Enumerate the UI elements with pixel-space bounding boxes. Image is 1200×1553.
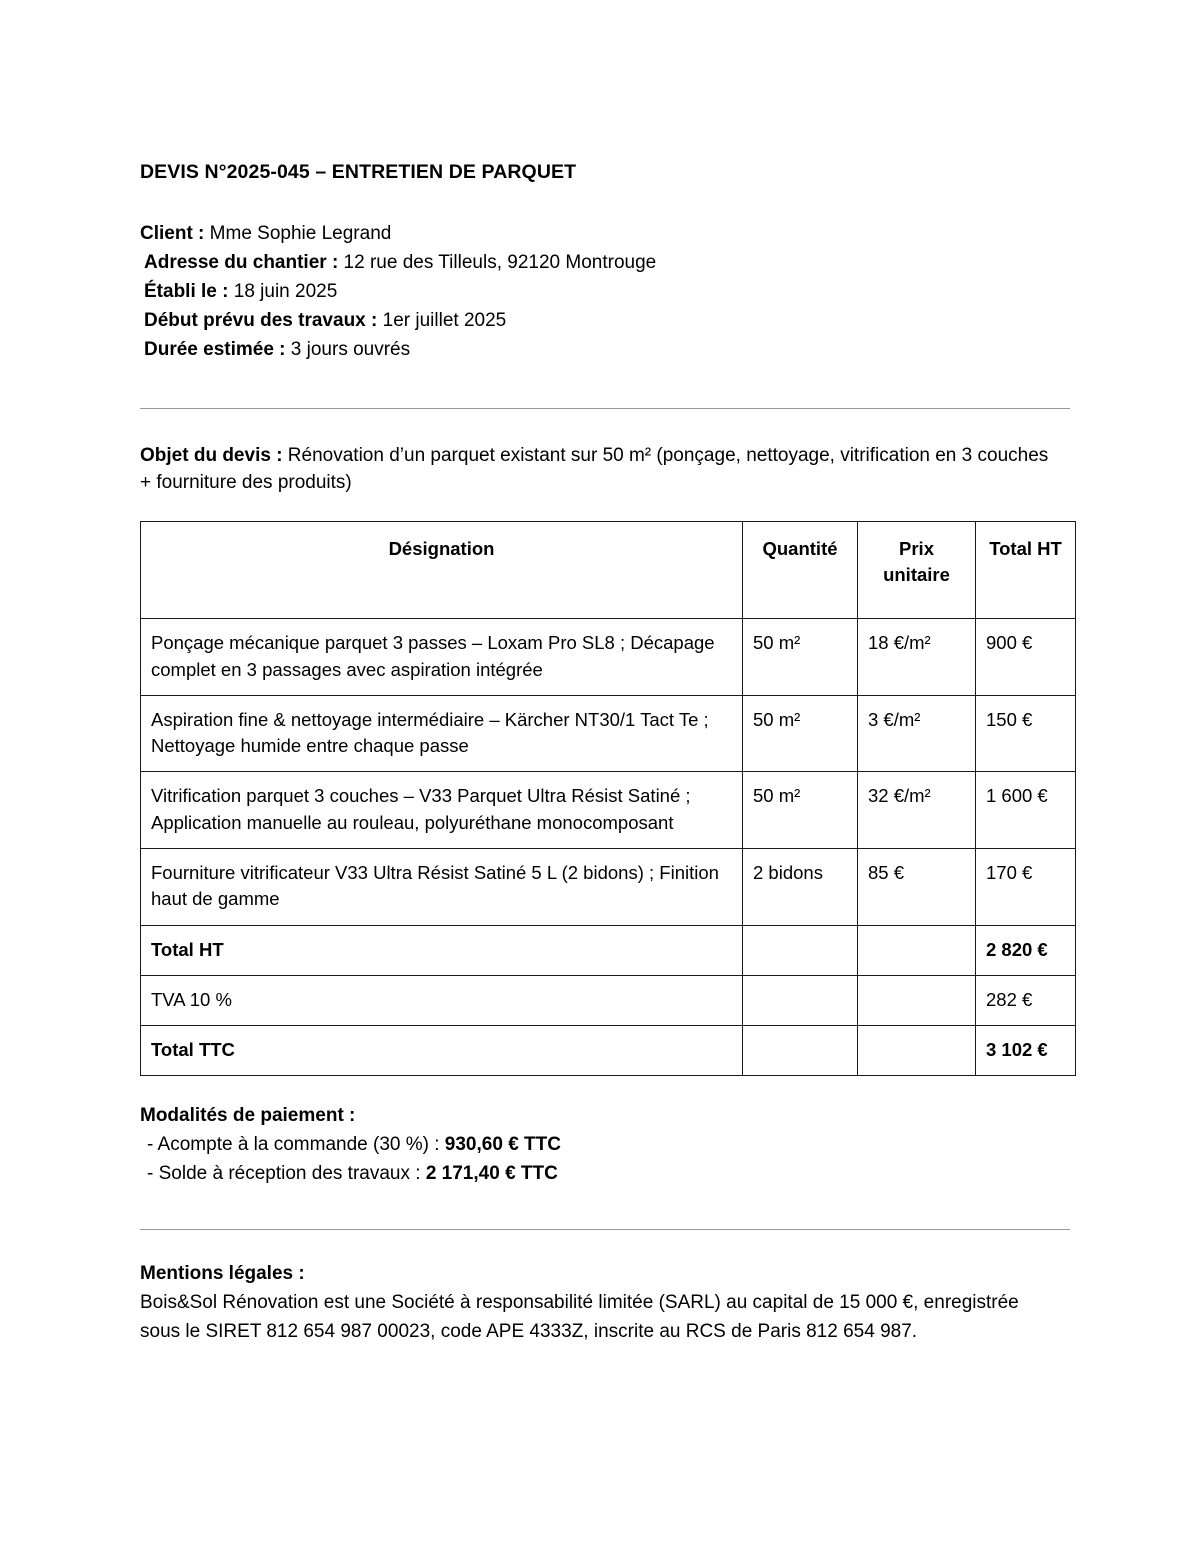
quote-subject-label: Objet du devis : — [140, 444, 283, 466]
payment-term-item — [140, 1131, 1070, 1160]
meta-label-client: Client : — [140, 223, 205, 245]
meta-value-debut: 1er juillet 2025 — [377, 310, 507, 331]
table-row — [141, 695, 1076, 772]
legal-mentions-body: Bois&Sol Rénovation est une Société à responsabilité limitée (SARL) au capital de 15 000 €, enregistrée sous le SIRET 812 654 987 00023, code APE 4333Z, inscrite au RCS de Paris 812 654 987. — [140, 1291, 1019, 1342]
summary-quantite-total-ttc — [743, 1026, 858, 1076]
document-content — [140, 160, 1070, 1347]
table-row — [141, 619, 1076, 696]
summary-row-total-ttc — [141, 1026, 1076, 1076]
payment-term-amount: 2 171,40 € TTC — [425, 1163, 558, 1185]
section-divider-top — [140, 408, 1070, 409]
payment-term-amount: 930,60 € TTC — [444, 1134, 561, 1156]
table-header — [141, 521, 1076, 619]
meta-label-debut: Début prévu des travaux : — [144, 310, 378, 331]
summary-label-tva: TVA 10 % — [141, 975, 743, 1025]
column-header-designation: Désignation — [141, 521, 743, 619]
meta-value-client: Mme Sophie Legrand — [204, 223, 392, 245]
meta-label-adresse: Adresse du chantier : — [144, 252, 339, 274]
meta-line-adresse — [140, 249, 1070, 278]
section-divider-bottom — [140, 1229, 1070, 1230]
summary-value-tva: 282 € — [976, 975, 1076, 1025]
cell-designation: Fourniture vitrificateur V33 Ultra Résist Satiné 5 L (2 bidons) ; Finition haut de gamme — [141, 848, 743, 925]
cell-quantite: 50 m² — [743, 772, 858, 849]
quote-subject — [140, 442, 1050, 497]
summary-value-total-ttc: 3 102 € — [976, 1026, 1076, 1076]
quote-items-table — [140, 521, 1076, 1076]
legal-mentions-section — [140, 1260, 1055, 1347]
meta-value-etabli: 18 juin 2025 — [228, 281, 338, 303]
cell-quantite: 50 m² — [743, 619, 858, 696]
table-row — [141, 848, 1076, 925]
column-header-total-ht: Total HT — [976, 521, 1076, 619]
table-row — [141, 772, 1076, 849]
meta-value-duree: 3 jours ouvrés — [285, 338, 411, 360]
cell-total-ht: 170 € — [976, 848, 1076, 925]
summary-row-tva — [141, 975, 1076, 1025]
summary-prix-tva — [858, 975, 976, 1025]
summary-value-total-ht: 2 820 € — [976, 925, 1076, 975]
cell-designation: Ponçage mécanique parquet 3 passes – Loxam Pro SL8 ; Décapage complet en 3 passages avec aspiration intégrée — [141, 619, 743, 696]
cell-prix-unitaire: 18 €/m² — [858, 619, 976, 696]
cell-prix-unitaire: 32 €/m² — [858, 772, 976, 849]
column-header-quantite: Quantité — [743, 521, 858, 619]
summary-row-total-ht — [141, 925, 1076, 975]
meta-line-etabli — [140, 278, 1070, 307]
summary-label-total-ttc: Total TTC — [141, 1026, 743, 1076]
quote-subject-text: Rénovation d’un parquet existant sur 50 m² (ponçage, nettoyage, vitrification en 3 couches + fourniture des produits) — [140, 444, 1049, 494]
summary-prix-total-ttc — [858, 1026, 976, 1076]
meta-label-duree: Durée estimée : — [144, 338, 286, 360]
summary-quantite-total-ht — [743, 925, 858, 975]
quote-meta-block — [140, 220, 1070, 364]
column-header-prix-unitaire: Prix unitaire — [858, 521, 976, 619]
cell-quantite: 2 bidons — [743, 848, 858, 925]
payment-term-text: - Solde à réception des travaux : — [147, 1163, 426, 1185]
meta-line-debut — [140, 307, 1070, 336]
cell-prix-unitaire: 3 €/m² — [858, 695, 976, 772]
payment-term-text: - Acompte à la commande (30 %) : — [147, 1134, 445, 1156]
cell-designation: Vitrification parquet 3 couches – V33 Parquet Ultra Résist Satiné ; Application manuelle au rouleau, polyuréthane monocomposant — [141, 772, 743, 849]
payment-term-item — [140, 1160, 1070, 1189]
summary-quantite-tva — [743, 975, 858, 1025]
legal-mentions-title: Mentions légales : — [140, 1262, 305, 1284]
page-title: DEVIS N°2025-045 – ENTRETIEN DE PARQUET — [140, 161, 577, 183]
table-body — [141, 619, 1076, 1076]
meta-value-adresse: 12 rue des Tilleuls, 92120 Montrouge — [338, 252, 657, 274]
payment-terms-title: Modalités de paiement : — [140, 1105, 356, 1127]
cell-prix-unitaire: 85 € — [858, 848, 976, 925]
cell-total-ht: 1 600 € — [976, 772, 1076, 849]
summary-prix-total-ht — [858, 925, 976, 975]
cell-total-ht: 150 € — [976, 695, 1076, 772]
cell-quantite: 50 m² — [743, 695, 858, 772]
meta-label-etabli: Établi le : — [144, 281, 229, 303]
table-header-row — [141, 521, 1076, 619]
summary-label-total-ht: Total HT — [141, 925, 743, 975]
meta-line-duree — [140, 336, 1070, 365]
cell-designation: Aspiration fine & nettoyage intermédiaire – Kärcher NT30/1 Tact Te ; Nettoyage humide entre chaque passe — [141, 695, 743, 772]
payment-terms-section — [140, 1102, 1070, 1189]
meta-line-client — [140, 220, 1070, 249]
cell-total-ht: 900 € — [976, 619, 1076, 696]
